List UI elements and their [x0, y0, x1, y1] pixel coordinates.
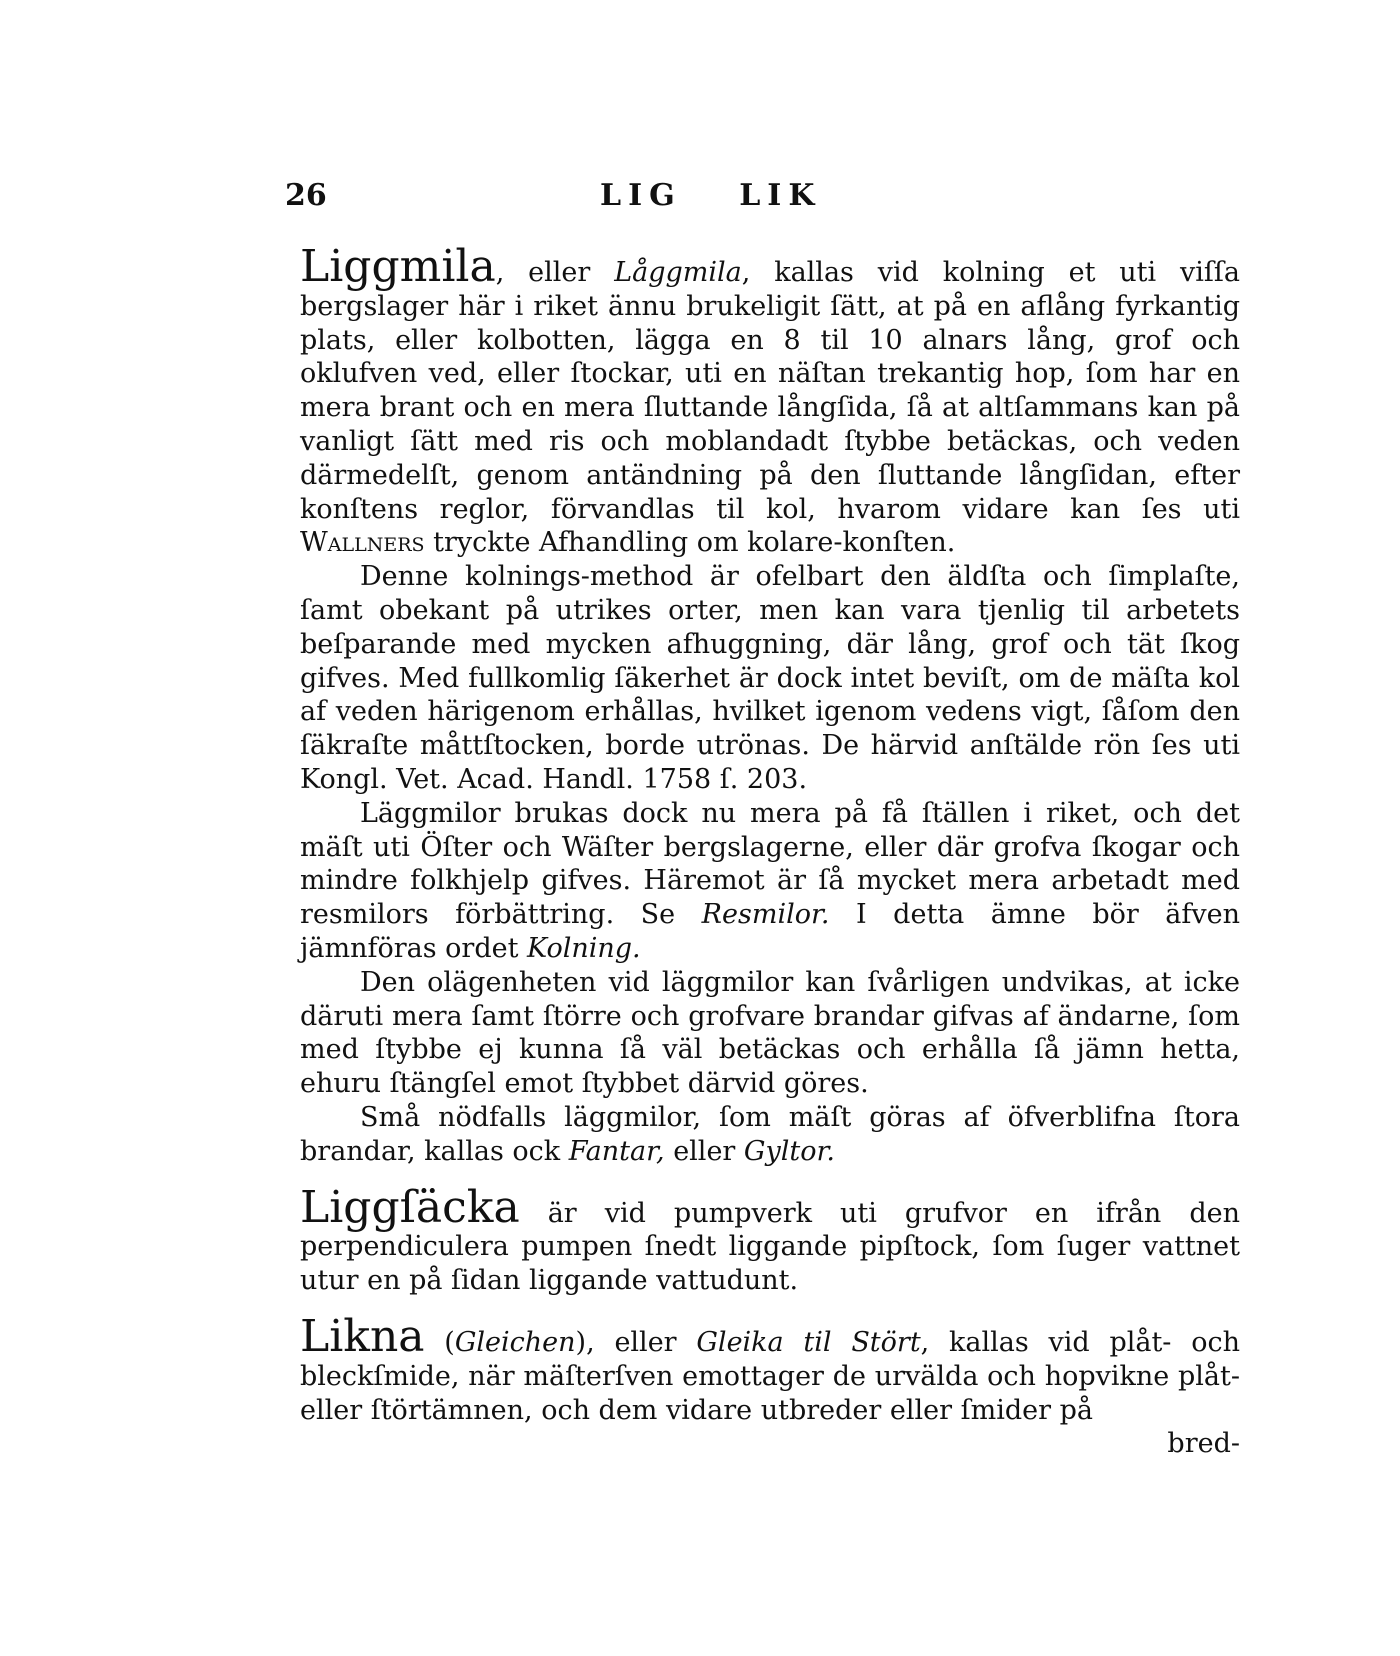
entry-paragraph	[300, 797, 1240, 966]
entry-text: I detta ämne bör äfven jämnföras ordet	[300, 899, 1240, 964]
headword: Liggſäcka	[300, 1181, 520, 1233]
entry-text: Små nödfalls läggmilor, ſom mäſt göras af öfverblifna ſtora brandar, kallas ock	[300, 1101, 1240, 1167]
headword: Likna	[300, 1310, 425, 1362]
variant-term: Låggmila	[614, 257, 742, 288]
entry-text: (	[424, 1326, 455, 1358]
entry-paragraph	[300, 1101, 1240, 1169]
entry-paragraph	[300, 241, 1240, 560]
cross-reference: Kolning.	[527, 932, 641, 964]
cross-reference: Resmilor.	[701, 899, 830, 931]
entry-text: ), eller	[575, 1326, 697, 1358]
page-header	[285, 178, 1245, 228]
entry-text: eller	[664, 1135, 744, 1167]
entry-liggsacka	[300, 1181, 1240, 1298]
running-head: LIG LIK	[600, 178, 822, 213]
page-body	[300, 241, 1240, 1461]
entry-paragraph: Den olägenheten vid läggmilor kan ſvårligen undvikas, at icke däruti mera ſamt ſtörre och grofvare brandar gifvas af ändarne, ſom med ſtybbe ej kunna ſå väl betäckas och erhålla ſå jämn hetta, ehuru ſtängſel emot ſtybbet därvid göres.	[300, 966, 1240, 1100]
author-name: Wallners	[300, 527, 425, 559]
entry-paragraph: Denne kolnings-method är ofelbart den äldſta och ſimplaſte, ſamt obekant på utrikes orter, men kan vara tjenlig til arbetets beſparande med mycken afhuggning, där lång, grof och tät ſkog gifves. Med fullkomlig ſäkerhet är dock intet beviſt, om de mäſta kol af veden härigenom erhållas, hvilket igenom vedens vigt, ſåſom den ſäkraſte måttſtocken, borde utrönas. De härvid anſtälde rön ſes uti Kongl. Vet. Acad. Handl. 1758 ſ. 203.	[300, 561, 1240, 795]
entry-text: , kallas vid plåt- och bleckſmide, när mäſterſven emottager de urvälda och hopvikne plåt- eller ſtörtämnen, och dem vidare utbreder eller ſmider på	[300, 1326, 1240, 1426]
catchword: bred-	[1167, 1428, 1240, 1460]
entry-likna	[300, 1310, 1240, 1427]
page-number: 26	[285, 178, 327, 213]
german-term: Gleichen	[454, 1326, 576, 1358]
entry-liggmila	[300, 241, 1240, 1169]
variant-term: Gyltor.	[743, 1135, 836, 1167]
headword: Liggmila	[300, 241, 496, 292]
entry-text: Läggmilor brukas dock nu mera på få ſtällen i riket, och det mäſt uti Öſter och Wäſter bergslagerne, eller där grofva ſkogar och mindre folkhjelp gifves. Häremot är ſå mycket mera arbetadt med resmilors förbättring. Se	[300, 797, 1240, 931]
variant-term: Fantar,	[568, 1135, 665, 1167]
entry-text: , eller	[495, 257, 615, 288]
variant-term: Gleika til Stört	[696, 1326, 921, 1358]
entry-text: är vid pumpverk uti grufvor en ifrån den perpendiculera pumpen ſnedt liggande pipſtock, ſom ſuger vattnet utur en på ſidan liggande vattudunt.	[300, 1197, 1240, 1297]
entry-text: tryckte Afhandling om kolare-konſten.	[424, 527, 956, 559]
entry-text: , kallas vid kolning et uti viſſa bergslager här i riket ännu brukeligit ſätt, at på en aflång fyrkantig plats, eller kolbotten, lägga en 8 til 10 alnars lång, grof och oklufven ved, eller ſtockar, uti en näſtan trekantig hop, ſom har en mera brant och en mera ſluttande långſida, ſå at altſammans kan på vanligt ſätt med ris och moblandadt ſtybbe betäckas, och veden därmedelſt, genom antändning på den ſluttande långſidan, efter konſtens reglor, förvandlas til kol, hvarom vidare kan ſes uti	[300, 257, 1240, 525]
